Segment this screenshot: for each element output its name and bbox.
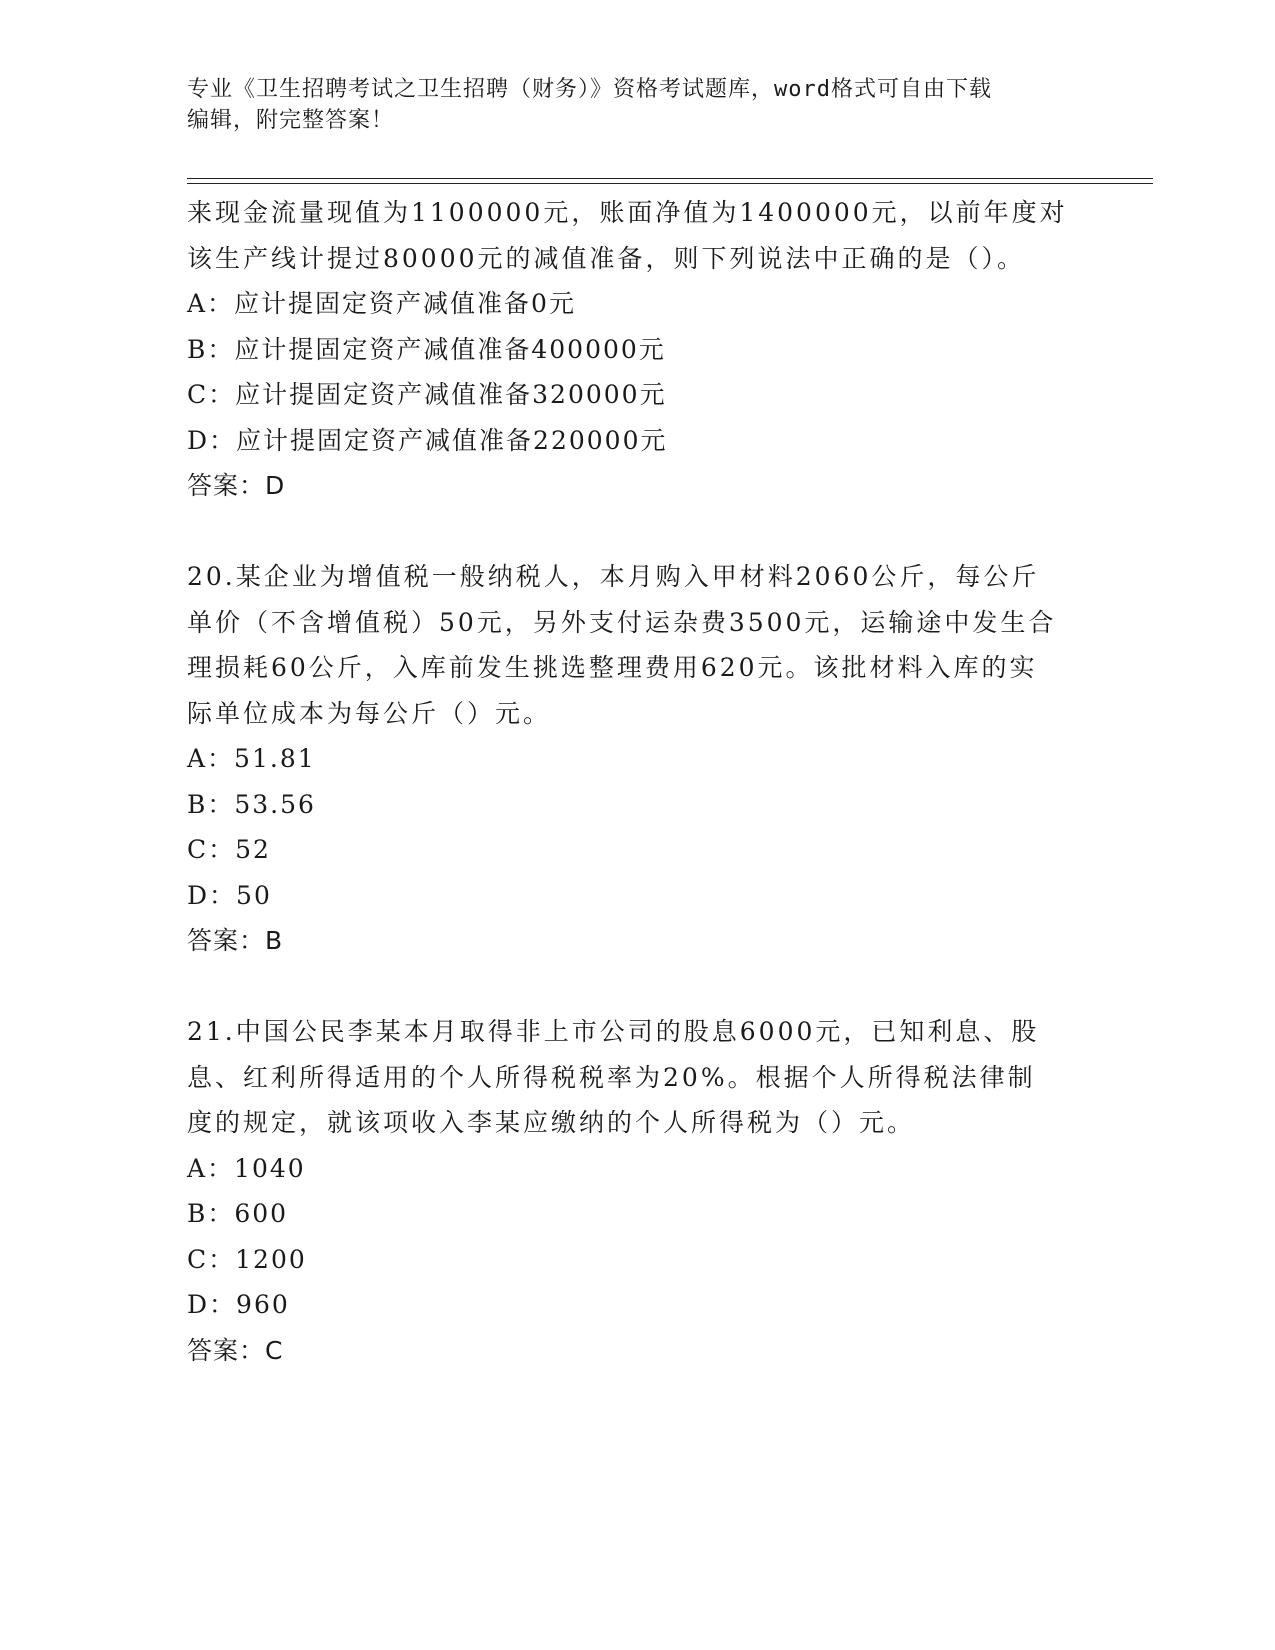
question-20	[187, 554, 1107, 964]
option-b: B：600	[187, 1199, 289, 1228]
answer-line: 答案：C	[187, 1335, 284, 1365]
option-a: A：应计提固定资产减值准备0元	[187, 289, 576, 318]
question-text-line: 度的规定，就该项收入李某应缴纳的个人所得税为（）元。	[187, 1108, 916, 1137]
question-text-line: 21.中国公民李某本月取得非上市公司的股息6000元，已知利息、股	[187, 1017, 1040, 1046]
question-text-line: 际单位成本为每公斤（）元。	[187, 698, 552, 728]
question-text-line: 该生产线计提过80000元的减值准备，则下列说法中正确的是（）。	[187, 243, 1026, 273]
document-header	[187, 74, 1067, 136]
option-c: C：52	[187, 835, 271, 864]
header-divider-bottom	[187, 183, 1153, 184]
question-text-line: 单价（不含增值税）50元，另外支付运杂费3500元，运输途中发生合	[187, 607, 1057, 637]
header-line-1: 专业《卫生招聘考试之卫生招聘（财务）》资格考试题库，word格式可自由下载	[187, 77, 992, 102]
question-text-line: 20.某企业为增值税一般纳税人，本月购入甲材料2060公斤，每公斤	[187, 562, 1040, 591]
question-21	[187, 1009, 1107, 1373]
option-b: B：应计提固定资产减值准备400000元	[187, 334, 666, 364]
option-c: C：应计提固定资产减值准备320000元	[187, 380, 667, 409]
answer-line: 答案：B	[187, 926, 284, 955]
spacer	[187, 964, 1107, 1010]
question-text-line: 息、红利所得适用的个人所得税税率为20%。根据个人所得税法律制	[187, 1062, 1036, 1092]
question-19	[187, 190, 1107, 509]
answer-line: 答案：D	[187, 471, 286, 500]
header-line-2: 编辑，附完整答案！	[187, 108, 395, 133]
question-content	[187, 190, 1107, 1373]
option-d: D：50	[187, 880, 272, 910]
option-a: A：1040	[187, 1153, 306, 1183]
option-a: A：51.81	[187, 744, 316, 773]
option-d: D：应计提固定资产减值准备220000元	[187, 425, 668, 455]
option-b: B：53.56	[187, 789, 316, 819]
spacer	[187, 509, 1107, 555]
option-c: C：1200	[187, 1244, 307, 1274]
header-divider-top	[187, 178, 1153, 179]
question-text-line: 理损耗60公斤，入库前发生挑选整理费用620元。该批材料入库的实	[187, 653, 1038, 682]
question-text-line: 来现金流量现值为1100000元，账面净值为1400000元，以前年度对	[187, 198, 1068, 227]
option-d: D：960	[187, 1290, 290, 1319]
